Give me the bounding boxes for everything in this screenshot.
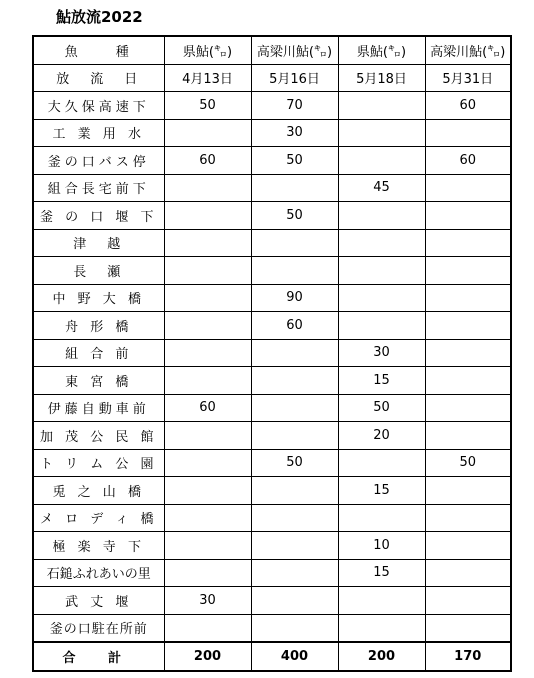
value-cell: [164, 202, 251, 230]
value-cell: [251, 394, 338, 422]
value-cell: [251, 174, 338, 202]
value-cell: [164, 257, 251, 285]
value-cell: [164, 339, 251, 367]
value-cell: [251, 587, 338, 615]
value-cell: [425, 394, 511, 422]
place-cell: 津 越: [33, 229, 164, 257]
table-row: [33, 147, 511, 175]
place-cell: 舟 形 橋: [33, 312, 164, 340]
value-cell: [425, 614, 511, 642]
value-cell: 30: [338, 339, 425, 367]
table-row: [33, 284, 511, 312]
value-cell: [164, 119, 251, 147]
place-cell: 大久保高速下: [33, 92, 164, 120]
place-cell: 石鎚ふれあいの里: [33, 559, 164, 587]
value-cell: [425, 532, 511, 560]
value-cell: [425, 504, 511, 532]
value-cell: [251, 229, 338, 257]
value-cell: 15: [338, 559, 425, 587]
table-row: [33, 312, 511, 340]
page-title: 鮎放流2022: [56, 8, 143, 26]
value-cell: 50: [251, 202, 338, 230]
value-cell: 60: [425, 147, 511, 175]
table-row: [33, 532, 511, 560]
total-label: 合 計: [33, 642, 164, 671]
value-cell: [164, 284, 251, 312]
value-cell: [164, 174, 251, 202]
value-cell: 50: [338, 394, 425, 422]
table-row: [33, 504, 511, 532]
value-cell: 45: [338, 174, 425, 202]
value-cell: [164, 367, 251, 395]
table-row: [33, 614, 511, 642]
table-row: [33, 229, 511, 257]
value-cell: [338, 202, 425, 230]
value-cell: 30: [251, 119, 338, 147]
header-cell: 5月18日: [338, 64, 425, 92]
table-row: [33, 367, 511, 395]
value-cell: [425, 202, 511, 230]
place-cell: 中 野 大 橋: [33, 284, 164, 312]
value-cell: [425, 559, 511, 587]
table-row: [33, 449, 511, 477]
table-row: [33, 587, 511, 615]
value-cell: 10: [338, 532, 425, 560]
value-cell: 15: [338, 367, 425, 395]
value-cell: [425, 339, 511, 367]
header-row-release-date: [33, 64, 511, 92]
place-cell: 東 宮 橋: [33, 367, 164, 395]
value-cell: 60: [251, 312, 338, 340]
place-cell: 極 楽 寺 下: [33, 532, 164, 560]
total-value: 400: [251, 642, 338, 671]
value-cell: 20: [338, 422, 425, 450]
value-cell: [338, 257, 425, 285]
place-cell: 伊藤自動車前: [33, 394, 164, 422]
header-cell: 高梁川鮎(㌔): [425, 36, 511, 64]
place-cell: 組 合 前: [33, 339, 164, 367]
header-cell: 高梁川鮎(㌔): [251, 36, 338, 64]
value-cell: [338, 587, 425, 615]
table-row: [33, 119, 511, 147]
release-table: [32, 35, 512, 672]
place-cell: 加 茂 公 民 館: [33, 422, 164, 450]
value-cell: [164, 449, 251, 477]
place-cell: 釜の口バス停: [33, 147, 164, 175]
value-cell: [425, 284, 511, 312]
value-cell: 60: [425, 92, 511, 120]
value-cell: [425, 477, 511, 505]
value-cell: 50: [164, 92, 251, 120]
value-cell: [251, 477, 338, 505]
value-cell: [425, 174, 511, 202]
total-value: 200: [338, 642, 425, 671]
place-cell: メ ロ デ ィ 橋: [33, 504, 164, 532]
value-cell: 60: [164, 394, 251, 422]
value-cell: [251, 614, 338, 642]
value-cell: [338, 504, 425, 532]
value-cell: [164, 504, 251, 532]
value-cell: [251, 559, 338, 587]
value-cell: [251, 257, 338, 285]
value-cell: [164, 422, 251, 450]
value-cell: [425, 367, 511, 395]
value-cell: [338, 449, 425, 477]
value-cell: [425, 257, 511, 285]
value-cell: [338, 229, 425, 257]
place-cell: 武 丈 堰: [33, 587, 164, 615]
value-cell: [338, 312, 425, 340]
value-cell: 30: [164, 587, 251, 615]
value-cell: [425, 587, 511, 615]
value-cell: [251, 532, 338, 560]
header-cell: 5月31日: [425, 64, 511, 92]
header-row-fish-type: [33, 36, 511, 64]
value-cell: [164, 229, 251, 257]
header-cell: 県鮎(㌔): [164, 36, 251, 64]
total-value: 170: [425, 642, 511, 671]
table-row: [33, 339, 511, 367]
value-cell: [338, 614, 425, 642]
value-cell: [251, 504, 338, 532]
header-cell: 放 流 日: [33, 64, 164, 92]
table-row: [33, 394, 511, 422]
value-cell: 50: [251, 449, 338, 477]
value-cell: 15: [338, 477, 425, 505]
header-cell: 魚 種: [33, 36, 164, 64]
value-cell: [425, 119, 511, 147]
value-cell: [338, 119, 425, 147]
place-cell: 組合長宅前下: [33, 174, 164, 202]
place-cell: 工 業 用 水: [33, 119, 164, 147]
value-cell: [425, 312, 511, 340]
value-cell: [251, 339, 338, 367]
table-row: [33, 202, 511, 230]
value-cell: [164, 532, 251, 560]
total-row: [33, 642, 511, 671]
table-row: [33, 477, 511, 505]
value-cell: 90: [251, 284, 338, 312]
table-row: [33, 559, 511, 587]
value-cell: [338, 284, 425, 312]
table-row: [33, 257, 511, 285]
value-cell: [251, 422, 338, 450]
table-row: [33, 174, 511, 202]
table-row: [33, 422, 511, 450]
value-cell: [164, 559, 251, 587]
header-cell: 県鮎(㌔): [338, 36, 425, 64]
value-cell: [164, 312, 251, 340]
place-cell: 釜の口駐在所前: [33, 614, 164, 642]
place-cell: 釜 の 口 堰 下: [33, 202, 164, 230]
header-cell: 5月16日: [251, 64, 338, 92]
place-cell: 長 瀬: [33, 257, 164, 285]
table-row: [33, 92, 511, 120]
value-cell: 50: [425, 449, 511, 477]
value-cell: 50: [251, 147, 338, 175]
value-cell: [425, 229, 511, 257]
value-cell: 70: [251, 92, 338, 120]
place-cell: ト リ ム 公 園: [33, 449, 164, 477]
value-cell: [425, 422, 511, 450]
value-cell: [164, 477, 251, 505]
value-cell: [338, 147, 425, 175]
value-cell: [251, 367, 338, 395]
value-cell: [338, 92, 425, 120]
total-value: 200: [164, 642, 251, 671]
value-cell: 60: [164, 147, 251, 175]
value-cell: [164, 614, 251, 642]
place-cell: 兎 之 山 橋: [33, 477, 164, 505]
header-cell: 4月13日: [164, 64, 251, 92]
